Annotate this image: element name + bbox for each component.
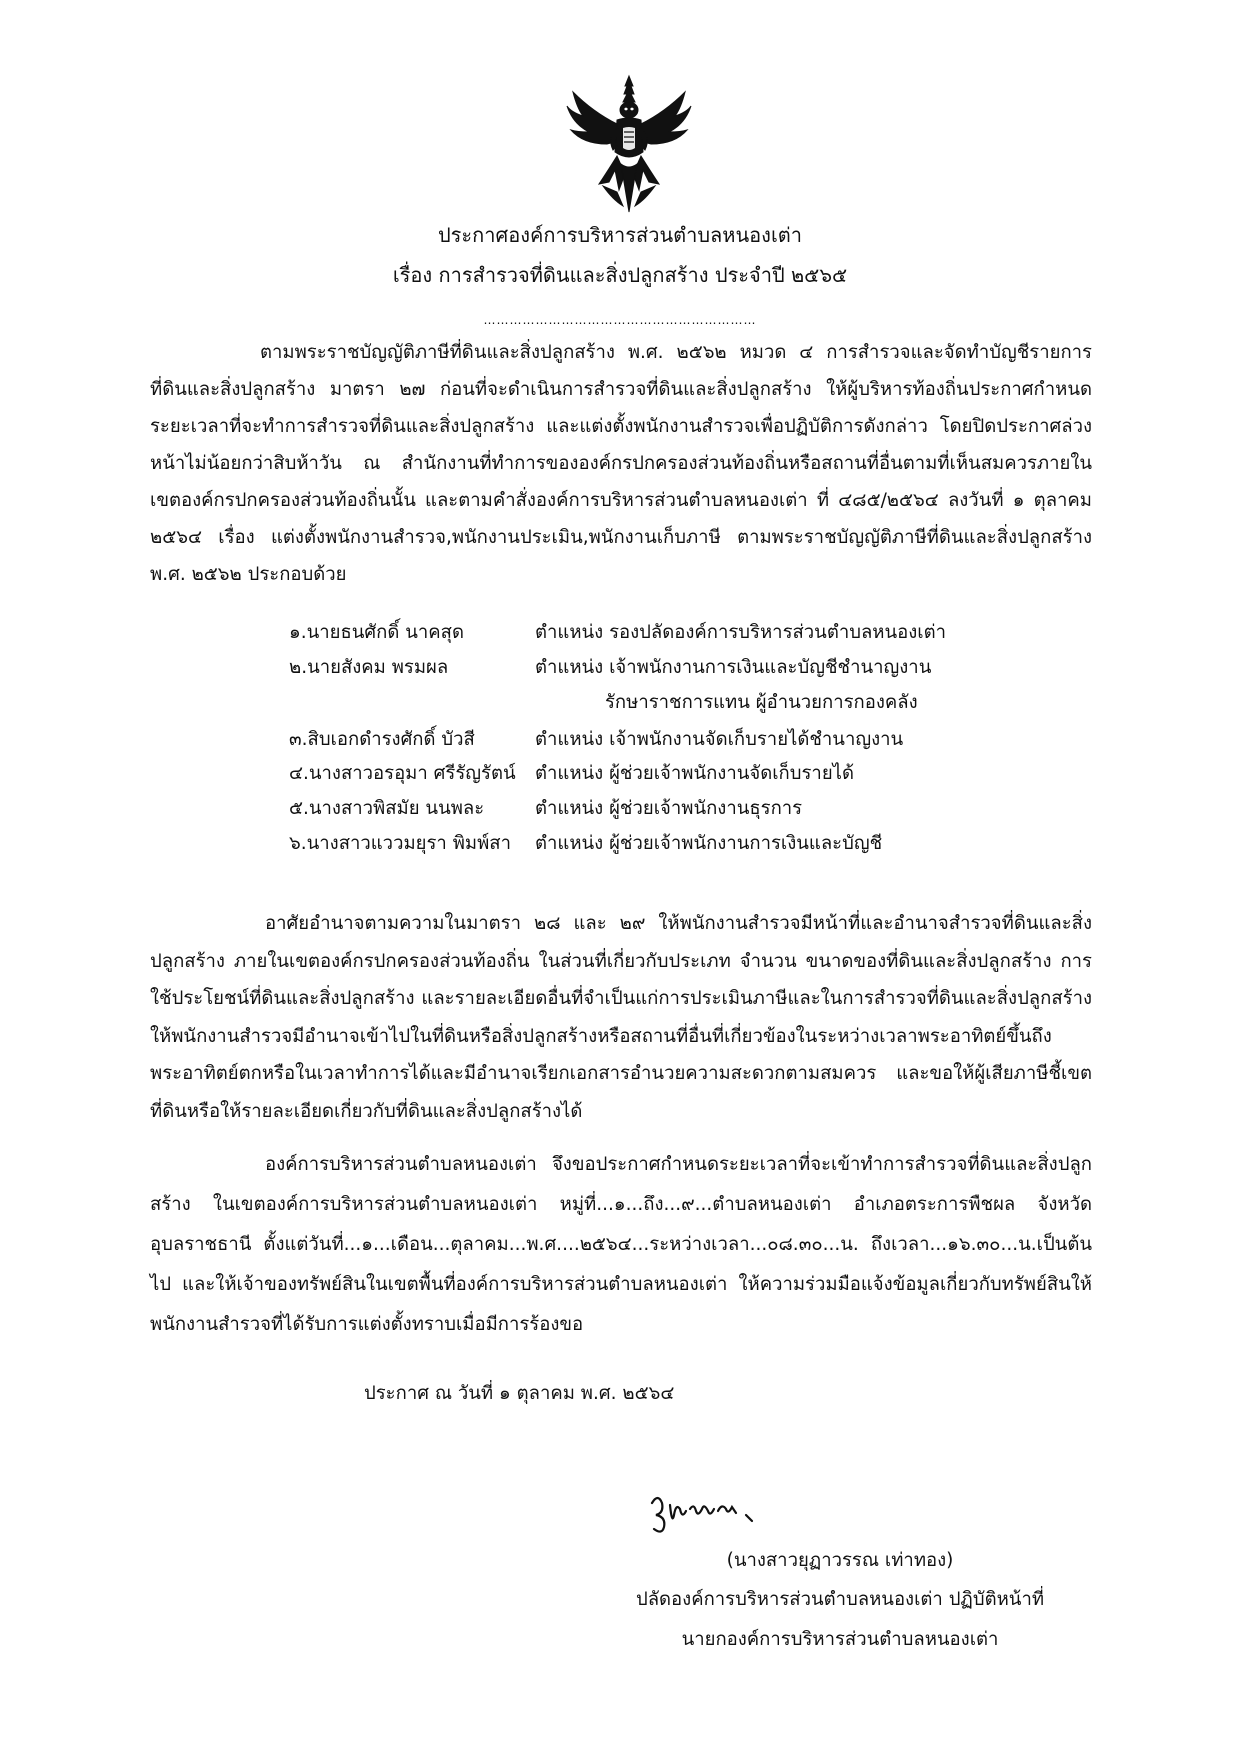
signatory-position-block-2 — [590, 1627, 1090, 1653]
title-separator: ……………………………………………………… — [483, 313, 757, 327]
paragraph-legal-basis: ตามพระราชบัญญัติภาษีที่ดินและสิ่งปลูกสร้าง พ.ศ. ๒๕๖๒ หมวด ๔ การสำรวจและจัดทำบัญชีรายการที่ดินและสิ่งปลูกสร้าง มาตรา ๒๗ ก่อนที่จะดำเนินการสำรวจที่ดินและสิ่งปลูกสร้าง ให้ผู้บริหารท้องถิ่นประกาศกำหนดระยะเวลาที่จะทำการสำรวจที่ดินและสิ่งปลูกสร้าง และแต่งตั้งพนักงานสำรวจเพื่อปฏิบัติการดังกล่าว โดยปิดประกาศล่วงหน้าไม่น้อยกว่าสิบห้าวัน ณ สำนักงานที่ทำการขององค์กรปกครองส่วนท้องถิ่นหรือสถานที่อื่นตามที่เห็นสมควรภายในเขตองค์กรปกครองส่วนท้องถิ่นนั้น และตามคำสั่งองค์การบริหารส่วนตำบลหนองเต่า ที่ ๔๘๕/๒๕๖๔ ลงวันที่ ๑ ตุลาคม ๒๕๖๔ เรื่อง แต่งตั้งพนักงานสำรวจ,พนักงานประเมิน,พนักงานเก็บภาษี ตามพระราชบัญญัติภาษีที่ดินและสิ่งปลูกสร้าง พ.ศ. ๒๕๖๒ ประกอบด้วย — [150, 342, 1092, 585]
signatory-position-line1: ปลัดองค์การบริหารส่วนตำบลหนองเต่า ปฏิบัติหน้าที่ — [635, 1589, 1045, 1610]
member-position: ตำแหน่ง เจ้าพนักงานการเงินและบัญชีชำนาญงาน — [535, 657, 932, 678]
member-name: ๖.นางสาวแววมยุรา พิมพ์สา — [289, 833, 511, 854]
signatory-name: (นางสาวยุฏาวรรณ เท่าทอง) — [726, 1550, 954, 1571]
member-name: ๒.นายสังคม พรมผล — [289, 657, 449, 678]
member-position-extra: รักษาราชการแทน ผู้อำนวยการกองคลัง — [605, 692, 918, 713]
announcement-date: ประกาศ ณ วันที่ ๑ ตุลาคม พ.ศ. ๒๕๖๔ — [364, 1383, 675, 1404]
paragraph-survey-schedule: องค์การบริหารส่วนตำบลหนองเต่า จึงขอประกาศกำหนดระยะเวลาที่จะเข้าทำการสำรวจที่ดินและสิ่งปลูกสร้าง ในเขตองค์การบริหารส่วนตำบลหนองเต่า หมู่ที่...๑...ถึง...๙...ตำบลหนองเต่า อำเภอตระการพืชผล จังหวัดอุบลราชธานี ตั้งแต่วันที่...๑...เดือน...ตุลาคม...พ.ศ....๒๕๖๔...ระหว่างเวลา...๐๘.๓๐...น. ถึงเวลา...๑๖.๓๐...น.เป็นต้นไป และให้เจ้าของทรัพย์สินในเขตพื้นที่องค์การบริหารส่วนตำบลหนองเต่า ให้ความร่วมมือแจ้งข้อมูลเกี่ยวกับทรัพย์สินให้พนักงานสำรวจที่ได้รับการแต่งตั้งทราบเมื่อมีการร้องขอ — [150, 1154, 1092, 1335]
member-position: ตำแหน่ง รองปลัดองค์การบริหารส่วนตำบลหนองเต่า — [535, 622, 947, 643]
announcement-title: ประกาศองค์การบริหารส่วนตำบลหนองเต่า — [437, 223, 802, 247]
member-position: ตำแหน่ง ผู้ช่วยเจ้าพนักงานธุรการ — [535, 798, 803, 819]
handwritten-signature-icon — [640, 1485, 790, 1541]
member-name: ๕.นางสาวพิสมัย นนพละ — [289, 798, 485, 819]
member-name: ๑.นายธนศักดิ์ นาคสุด — [289, 622, 464, 643]
garuda-emblem-icon — [563, 72, 695, 222]
member-position: ตำแหน่ง ผู้ช่วยเจ้าพนักงานจัดเก็บรายได้ — [535, 763, 854, 784]
signatory-position-block — [590, 1587, 1090, 1613]
announcement-subject: เรื่อง การสำรวจที่ดินและสิ่งปลูกสร้าง ประจำปี ๒๕๖๕ — [392, 263, 848, 287]
member-position: ตำแหน่ง ผู้ช่วยเจ้าพนักงานการเงินและบัญชี — [535, 833, 883, 854]
member-name: ๓.สิบเอกดำรงศักดิ์ บัวสี — [289, 729, 475, 750]
signatory-position-line2: นายกองค์การบริหารส่วนตำบลหนองเต่า — [681, 1629, 999, 1650]
member-position: ตำแหน่ง เจ้าพนักงานจัดเก็บรายได้ชำนาญงาน — [535, 729, 904, 750]
member-name: ๔.นางสาวอรอุมา ศรีรัญรัตน์ — [289, 763, 516, 784]
signatory-block — [600, 1548, 1080, 1574]
paragraph-surveyor-authority: อาศัยอำนาจตามความในมาตรา ๒๘ และ ๒๙ ให้พนักงานสำรวจมีหน้าที่และอำนาจสำรวจที่ดินและสิ่งปลูกสร้าง ภายในเขตองค์กรปกครองส่วนท้องถิ่น ในส่วนที่เกี่ยวกับประเภท จำนวน ขนาดของที่ดินและสิ่งปลูกสร้าง การใช้ประโยชน์ที่ดินและสิ่งปลูกสร้าง และรายละเอียดอื่นที่จำเป็นแก่การประเมินภาษีและในการสำรวจที่ดินและสิ่งปลูกสร้างให้พนักงานสำรวจมีอำนาจเข้าไปในที่ดินหรือสิ่งปลูกสร้างหรือสถานที่อื่นที่เกี่ยวข้องในระหว่างเวลาพระอาทิตย์ขึ้นถึงพระอาทิตย์ตกหรือในเวลาทำการได้และมีอำนาจเรียกเอกสารอำนวยความสะดวกตามสมควร และขอให้ผู้เสียภาษีชี้เขตที่ดินหรือให้รายละเอียดเกี่ยวกับที่ดินและสิ่งปลูกสร้างได้ — [150, 913, 1092, 1122]
